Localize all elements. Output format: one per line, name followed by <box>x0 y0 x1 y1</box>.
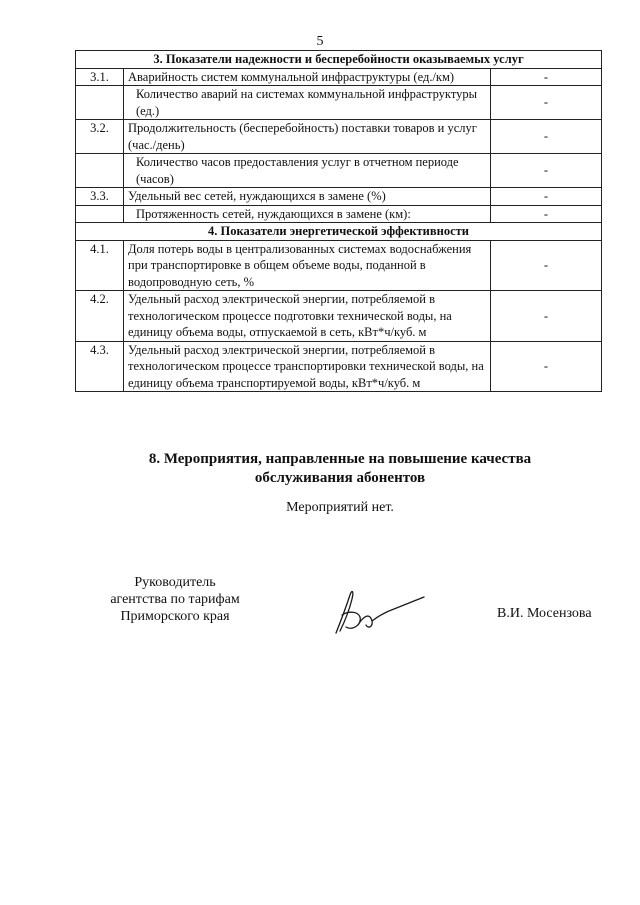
table-row <box>76 240 602 291</box>
row-value: - <box>491 68 602 86</box>
row-number: 3.1. <box>76 68 124 86</box>
row-text: Удельный расход электрической энергии, потребляемой в технологическом процессе подготовки технической воды, на единицу объема воды, отпускаемой в сеть, кВт*ч/куб. м <box>124 291 491 342</box>
table-row <box>76 68 602 86</box>
indicators-table <box>75 50 602 392</box>
row-text: Количество аварий на системах коммунальной инфраструктуры (ед.) <box>124 86 491 120</box>
section-header-row <box>76 51 602 69</box>
row-number: 3.2. <box>76 120 124 154</box>
table-row <box>76 120 602 154</box>
section-8-heading <box>60 450 620 488</box>
row-value: - <box>491 120 602 154</box>
row-value: - <box>491 240 602 291</box>
section-3-title: 3. Показатели надежности и бесперебойности оказываемых услуг <box>76 51 602 69</box>
table-row <box>76 188 602 206</box>
row-text: Удельный расход электрической энергии, потребляемой в технологическом процессе транспортировки технической воды, на единицу объема транспортируемой воды, кВт*ч/куб. м <box>124 341 491 392</box>
row-text: Доля потерь воды в централизованных системах водоснабжения при транспортировке в общем объеме воды, поданной в водопроводную сеть, % <box>124 240 491 291</box>
position-line-1: Руководитель <box>134 575 216 590</box>
position-line-2: агентства по тарифам <box>110 592 240 607</box>
section-header-row <box>76 223 602 241</box>
table-row <box>76 86 602 120</box>
row-value: - <box>491 154 602 188</box>
table-row <box>76 291 602 342</box>
table-row <box>76 154 602 188</box>
row-number: 4.3. <box>76 341 124 392</box>
row-number: 4.2. <box>76 291 124 342</box>
row-number: 4.1. <box>76 240 124 291</box>
position-line-3: Приморского края <box>120 609 230 624</box>
row-number <box>76 154 124 188</box>
row-text: Продолжительность (бесперебойность) поставки товаров и услуг (час./день) <box>124 120 491 154</box>
table-row <box>76 205 602 223</box>
row-text: Удельный вес сетей, нуждающихся в замене (%) <box>124 188 491 206</box>
no-measures-note: Мероприятий нет. <box>286 500 394 515</box>
signatory-position <box>90 574 260 625</box>
row-value: - <box>491 188 602 206</box>
row-value: - <box>491 341 602 392</box>
section-8-heading-line-2: обслуживания абонентов <box>254 470 426 486</box>
row-value: - <box>491 291 602 342</box>
page-number: 5 <box>316 34 324 49</box>
row-number: 3.3. <box>76 188 124 206</box>
row-text: Аварийность систем коммунальной инфраструктуры (ед./км) <box>124 68 491 86</box>
row-value: - <box>491 86 602 120</box>
row-text: Количество часов предоставления услуг в отчетном периоде (часов) <box>124 154 491 188</box>
section-8-heading-line-1: 8. Мероприятия, направленные на повышение качества <box>148 451 532 467</box>
row-number <box>76 86 124 120</box>
section-4-title: 4. Показатели энергетической эффективности <box>76 223 602 241</box>
table-row <box>76 341 602 392</box>
signatory-name: В.И. Мосензова <box>497 606 592 621</box>
row-text: Протяженность сетей, нуждающихся в замене (км): <box>124 205 491 223</box>
row-number <box>76 205 124 223</box>
row-value: - <box>491 205 602 223</box>
handwritten-signature <box>328 585 428 640</box>
